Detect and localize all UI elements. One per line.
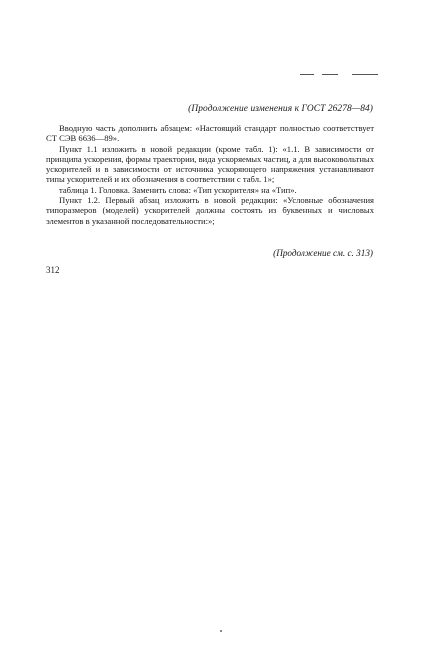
continuation-header: (Продолжение изменения к ГОСТ 26278—84) bbox=[188, 104, 373, 114]
top-dash-marks bbox=[300, 74, 380, 78]
paragraph-clause-1-2: Пункт 1.2. Первый абзац изложить в новой редакции: «Условные обозначения типоразмеров (моделей) ускорителей должны состоять из буквенных и числовых элементов в указанной последовательности:»; bbox=[46, 195, 374, 226]
scan-speck bbox=[220, 630, 222, 632]
paragraph-table-1: таблица 1. Головка. Заменить слова: «Тип ускорителя» на «Тип». bbox=[59, 184, 297, 195]
paragraph-intro: Вводную часть дополнить абзацем: «Настоящий стандарт полностью соответствует СТ СЭВ 6636—89». bbox=[46, 123, 374, 144]
paragraph-clause-1-1: Пункт 1.1 изложить в новой редакции (кроме табл. 1): «1.1. В зависимости от принципа ускорения, формы траектории, вида ускоряемых частиц, а для высоковольтных ускорителей и в зависимости от источника ускоряющего напряжения устанавливают типы ускорителей и их обозначения в соответствии с табл. 1»; bbox=[46, 143, 374, 185]
continuation-footer: (Продолжение см. с. 313) bbox=[273, 248, 373, 258]
amendment-body bbox=[46, 123, 374, 226]
page-number: 312 bbox=[46, 265, 60, 275]
